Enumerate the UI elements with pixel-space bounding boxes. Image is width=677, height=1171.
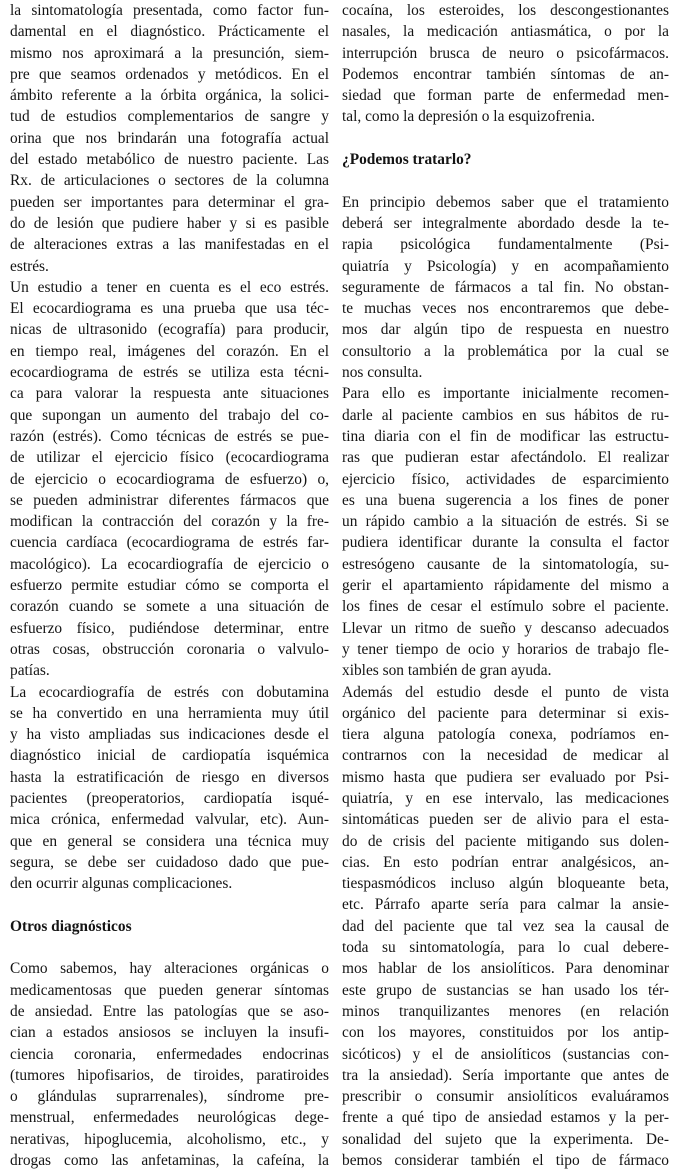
text-line: Llevar un ritmo de sueño y descanso adecuados bbox=[342, 618, 669, 639]
paragraph bbox=[10, 277, 329, 682]
text-line: nos consulta. bbox=[342, 362, 669, 383]
text-line: mismo nos aproximará a la presunción, siem- bbox=[10, 43, 329, 64]
text-line: contrarnos con la necesidad de medicar al bbox=[342, 745, 669, 766]
text-line: estresógeno causante de la sintomatología, su- bbox=[342, 554, 669, 575]
paragraph bbox=[10, 958, 329, 1171]
text-line: bemos considerar también el tipo de fármaco bbox=[342, 1150, 669, 1171]
text-line: ca para valorar la respuesta ante situaciones bbox=[10, 383, 329, 404]
text-line: pueden ser importantes para determinar el gra- bbox=[10, 192, 329, 213]
text-line: Para ello es importante inicialmente recomen- bbox=[342, 383, 669, 404]
text-line: ecocardiograma de estrés se utiliza esta técni- bbox=[10, 362, 329, 383]
text-line: en tiempo real, imágenes del corazón. En el bbox=[10, 341, 329, 362]
text-line: otras cosas, obstrucción coronaria o valvulo- bbox=[10, 639, 329, 660]
text-line: quiatría, y en ese intervalo, las medicaciones bbox=[342, 788, 669, 809]
text-line: siedad que forman parte de enfermedad men- bbox=[342, 85, 669, 106]
text-line: toda su sintomatología, para lo cual debere- bbox=[342, 937, 669, 958]
section-heading: ¿Podemos tratarlo? bbox=[342, 149, 669, 170]
text-line: con los mayores, constituidos por los antip- bbox=[342, 1022, 669, 1043]
text-line: ciencia coronaria, enfermedades endocrinas bbox=[10, 1044, 329, 1065]
text-line: patías. bbox=[10, 660, 329, 681]
text-line: se ha convertido en una herramienta muy útil bbox=[10, 703, 329, 724]
text-line: etc. Párrafo aparte sería para calmar la ansie- bbox=[342, 894, 669, 915]
text-line: cuencia cardíaca (ecocardiograma de estrés far- bbox=[10, 532, 329, 553]
text-line: que en general se considera una técnica muy bbox=[10, 831, 329, 852]
text-line: del estado metabólico de nuestro paciente. Las bbox=[10, 149, 329, 170]
text-line: sicóticos) y el de ansiolíticos (sustancias con- bbox=[342, 1044, 669, 1065]
text-line: tiera alguna patología conexa, podríamos en- bbox=[342, 724, 669, 745]
text-line: mica crónica, enfermedad valvular, etc). Aun- bbox=[10, 809, 329, 830]
text-line: minos tranquilizantes menores (en relación bbox=[342, 1001, 669, 1022]
text-line: medicamentosas que pueden generar síntomas bbox=[10, 980, 329, 1001]
text-line: tud de estudios complementarios de sangre y bbox=[10, 106, 329, 127]
paragraph bbox=[10, 0, 329, 277]
blank-line bbox=[342, 170, 669, 191]
text-line: cias. En esto podrían entrar analgésicos, an- bbox=[342, 852, 669, 873]
text-line: frente a qué tipo de ansiedad estamos y la per- bbox=[342, 1107, 669, 1128]
text-line: xibles son también de gran ayuda. bbox=[342, 660, 669, 681]
text-line: do de lesión que pudiere haber y si es pasible bbox=[10, 213, 329, 234]
text-line: deberá ser integralmente abordado desde la te- bbox=[342, 213, 669, 234]
text-line: tal, como la depresión o la esquizofrenia. bbox=[342, 106, 669, 127]
text-line: En principio debemos saber que el tratamiento bbox=[342, 192, 669, 213]
text-line: macológico). La ecocardiografía de ejercicio o bbox=[10, 554, 329, 575]
text-line: se pueden administrar diferentes fármacos que bbox=[10, 490, 329, 511]
text-line: rapia psicológica fundamentalmente (Psi- bbox=[342, 234, 669, 255]
text-line: Rx. de articulaciones o sectores de la columna bbox=[10, 170, 329, 191]
text-line: tra la ansiedad). Sería importante que antes de bbox=[342, 1065, 669, 1086]
text-line: mos hablar de los ansiolíticos. Para denominar bbox=[342, 958, 669, 979]
text-line: corazón cuando se somete a una situación de bbox=[10, 596, 329, 617]
text-line: interrupción brusca de neuro o psicofármacos. bbox=[342, 43, 669, 64]
text-line: pacientes (preoperatorios, cardiopatía isqué- bbox=[10, 788, 329, 809]
text-line: razón (estrés). Como técnicas de estrés se pue- bbox=[10, 426, 329, 447]
text-line: den ocurrir algunas complicaciones. bbox=[10, 873, 329, 894]
text-line: nerativas, hipoglucemia, alcoholismo, etc., y bbox=[10, 1129, 329, 1150]
text-line: mos dar algún tipo de respuesta en nuestro bbox=[342, 319, 669, 340]
text-line: que supongan un aumento del trabajo del co- bbox=[10, 405, 329, 426]
text-line: y tener tiempo de ocio y horarios de trabajo fle- bbox=[342, 639, 669, 660]
text-line: o glándulas suprarrenales), síndrome pre- bbox=[10, 1086, 329, 1107]
section-heading: Otros diagnósticos bbox=[10, 916, 329, 937]
text-line: dad del paciente que tal vez sea la causal de bbox=[342, 916, 669, 937]
blank-line bbox=[10, 937, 329, 958]
right-column bbox=[342, 0, 669, 1171]
text-line: damental en el diagnóstico. Prácticamente el bbox=[10, 21, 329, 42]
paragraph bbox=[342, 192, 669, 384]
text-line: sintomáticas pueden ser de alivio para el esta- bbox=[342, 809, 669, 830]
text-line: El ecocardiograma es una prueba que usa téc- bbox=[10, 298, 329, 319]
text-line: de utilizar el ejercicio físico (ecocardiograma bbox=[10, 447, 329, 468]
text-line: diagnóstico inicial de cardiopatía isquémica bbox=[10, 745, 329, 766]
text-line: drogas como las anfetaminas, la cafeína, la bbox=[10, 1150, 329, 1171]
text-line: hasta la estratificación de riesgo en diversos bbox=[10, 767, 329, 788]
paragraph bbox=[342, 0, 669, 128]
text-line: (tumores hipofisarios, de tiroides, paratiroides bbox=[10, 1065, 329, 1086]
text-line: tiespasmódicos incluso algún bloqueante beta, bbox=[342, 873, 669, 894]
text-line: segura, se debe ser cuidadoso dado que pue- bbox=[10, 852, 329, 873]
text-line: es una buena sugerencia a los fines de poner bbox=[342, 490, 669, 511]
text-line: de ejercicio o ecocardiograma de esfuerzo) o, bbox=[10, 469, 329, 490]
paragraph bbox=[342, 682, 669, 1171]
text-line: tina diaria con el fin de modificar las estructu- bbox=[342, 426, 669, 447]
text-line: orina que nos brindarán una fotografía actual bbox=[10, 128, 329, 149]
text-line: darle al paciente cambios en sus hábitos de ru- bbox=[342, 405, 669, 426]
paragraph bbox=[342, 383, 669, 681]
text-line: quiatría y Psicología) y en acompañamiento bbox=[342, 256, 669, 277]
text-line: ámbito referente a la órbita orgánica, la solici- bbox=[10, 85, 329, 106]
text-line: pre que seamos ordenados y metódicos. En el bbox=[10, 64, 329, 85]
text-line: Podemos encontrar también síntomas de an- bbox=[342, 64, 669, 85]
text-line: pudiera identificar durante la consulta el factor bbox=[342, 532, 669, 553]
text-line: sonalidad del sujeto que la experimenta. De- bbox=[342, 1129, 669, 1150]
text-line: de alteraciones extras a las manifestadas en el bbox=[10, 234, 329, 255]
text-line: orgánico del paciente para determinar si exis- bbox=[342, 703, 669, 724]
text-line: ejercicio físico, actividades de esparcimiento bbox=[342, 469, 669, 490]
text-line: modifican la contracción del corazón y la fre- bbox=[10, 511, 329, 532]
text-line: La ecocardiografía de estrés con dobutamina bbox=[10, 682, 329, 703]
text-line: cocaína, los esteroides, los descongestionantes bbox=[342, 0, 669, 21]
text-line: este grupo de sustancias se han usado los tér- bbox=[342, 980, 669, 1001]
text-line: la sintomatología presentada, como factor fun- bbox=[10, 0, 329, 21]
paragraph bbox=[10, 682, 329, 895]
left-column bbox=[10, 0, 329, 1171]
text-line: nasales, la medicación antiasmática, o por la bbox=[342, 21, 669, 42]
text-line: menstrual, enfermedades neurológicas dege- bbox=[10, 1107, 329, 1128]
text-line: nicas de ultrasonido (ecografía) para producir, bbox=[10, 319, 329, 340]
text-line: Un estudio a tener en cuenta es el eco estrés. bbox=[10, 277, 329, 298]
text-line: un rápido cambio a la situación de estrés. Si se bbox=[342, 511, 669, 532]
blank-line bbox=[10, 894, 329, 915]
text-line: gerir el apartamiento rápidamente del mismo a bbox=[342, 575, 669, 596]
text-line: do de crisis del paciente mitigando sus dolen- bbox=[342, 831, 669, 852]
text-line: mismo hasta que pudiera ser evaluado por Psi- bbox=[342, 767, 669, 788]
text-line: cian a estados ansiosos se incluyen la insufi- bbox=[10, 1022, 329, 1043]
text-line: y ha visto ampliadas sus indicaciones desde el bbox=[10, 724, 329, 745]
blank-line bbox=[342, 128, 669, 149]
text-line: esfuerzo permite estudiar cómo se comporta el bbox=[10, 575, 329, 596]
text-line: ras que pudieran estar afectándolo. El realizar bbox=[342, 447, 669, 468]
text-line: esfuerzo físico, pudiéndose determinar, entre bbox=[10, 618, 329, 639]
text-line: prescribir o consumir ansiolíticos evaluáramos bbox=[342, 1086, 669, 1107]
text-line: de ansiedad. Entre las patologías que se aso- bbox=[10, 1001, 329, 1022]
text-line: consultorio a la problemática por la cual se bbox=[342, 341, 669, 362]
text-line: Como sabemos, hay alteraciones orgánicas o bbox=[10, 958, 329, 979]
text-line: los fines de cesar el estímulo sobre el paciente. bbox=[342, 596, 669, 617]
text-line: seguramente de fármacos a tal fin. No obstan- bbox=[342, 277, 669, 298]
text-line: Además del estudio desde el punto de vista bbox=[342, 682, 669, 703]
text-line: te muchas veces nos encontraremos que debe- bbox=[342, 298, 669, 319]
text-line: estrés. bbox=[10, 256, 329, 277]
